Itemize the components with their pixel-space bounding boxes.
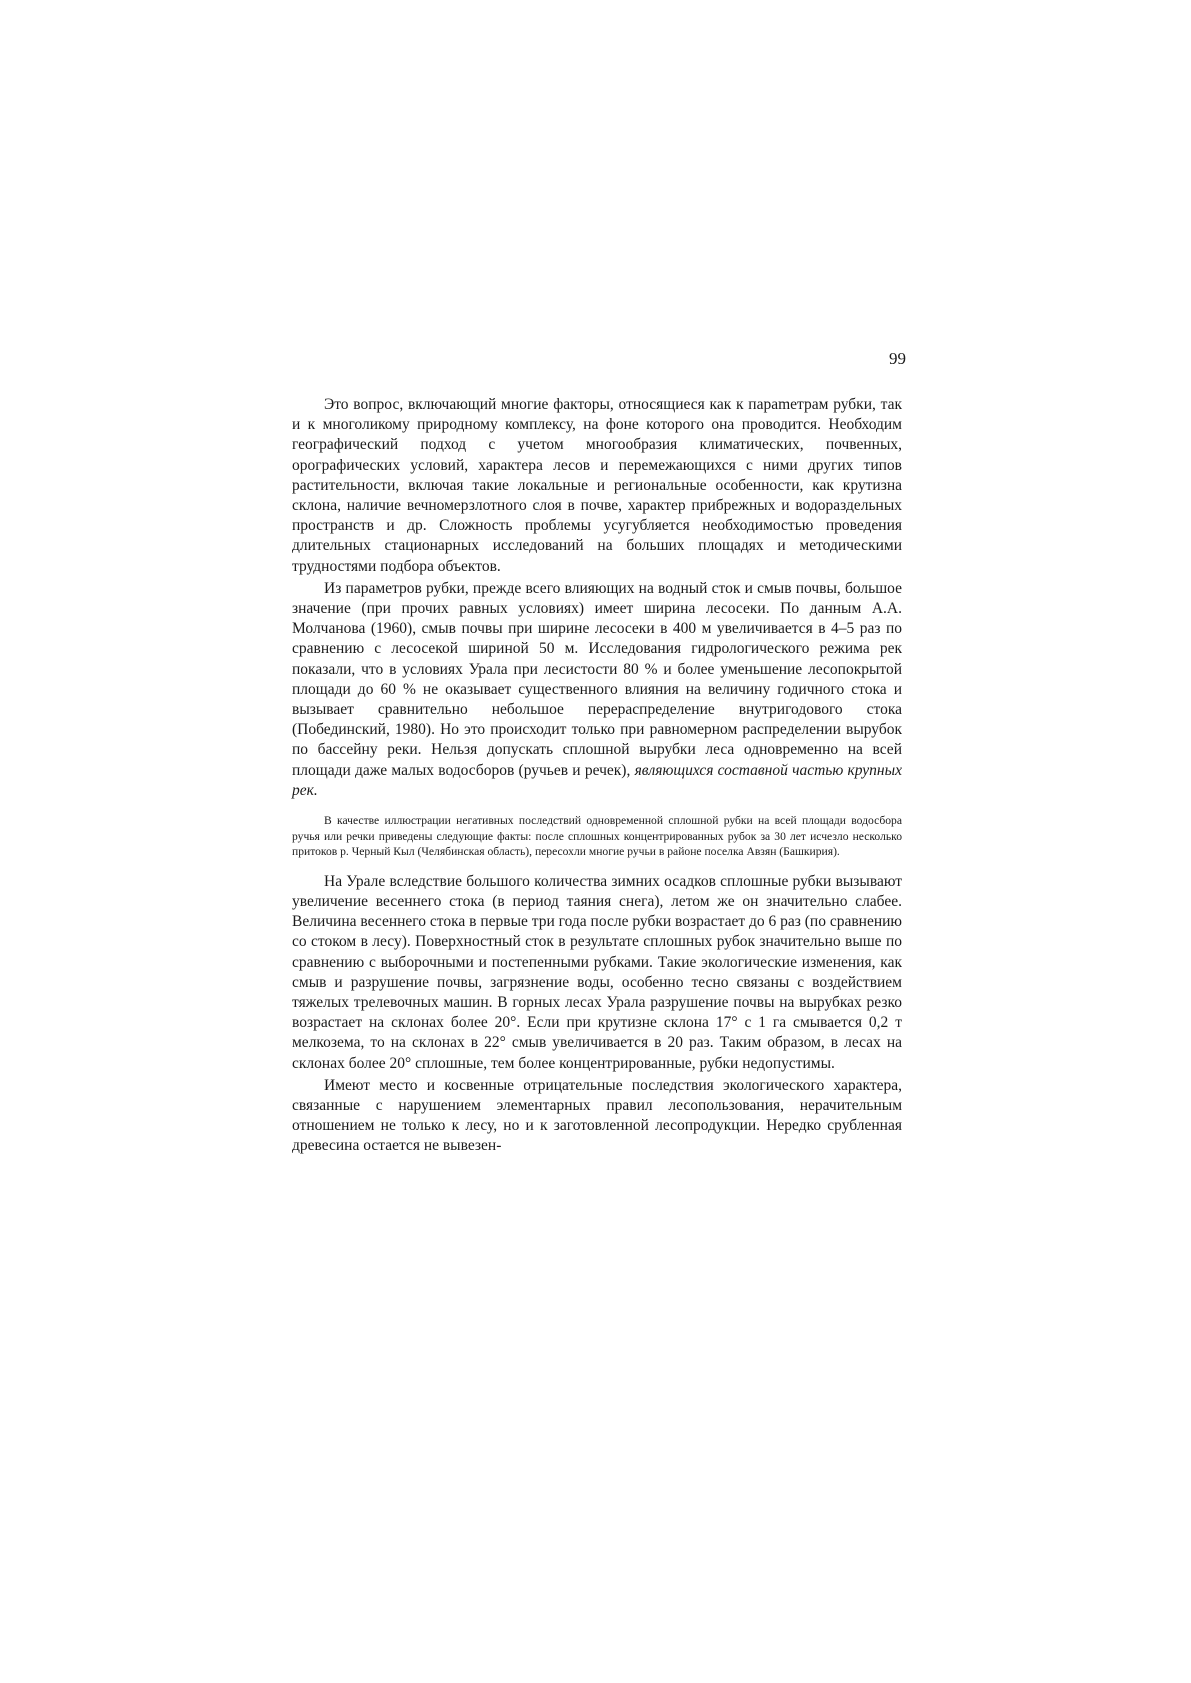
paragraph-3: На Урале вследствие большого количества зимних осадков сплошные рубки вызывают увеличение весеннего стока (в период таяния снега), летом же он значительно слабее. Величина весеннего стока в первые три года после рубки возрастает до 6 раз (по сравнению со стоком в лесу). Поверхностный сток в результате сплошных рубок значительно выше по сравнению с выборочными и постепенными рубками. Такие экологические изменения, как смыв и разрушение почвы, загрязнение воды, особенно тесно связаны с воздействием тяжелых трелевочных машин. В горных лесах Урала разрушение почвы на вырубках резко возрастает на склонах более 20°. Если при крутизне склона 17° с 1 га смывается 0,2 т мелкозема, то на склонах в 22° смыв увеличивается в 20 раз. Таким образом, в лесах на склонах более 20° сплошные, тем более концентрированные, рубки недопустимы. xyxy=(292,872,903,1072)
footnote-illustration: В качестве иллюстрации негативных последствий одновременной сплошной рубки на всей площади водосбора ручья или речки приведены следующие факты: после сплошных концентрированных рубок за 30 лет исчезло несколько притоков р. Черный Кыл (Челябинская область), пересохли многие ручьи в районе поселка Авзян (Башкирия). xyxy=(292,814,902,859)
page-number: 99 xyxy=(889,349,906,368)
page-text xyxy=(292,395,902,1157)
paragraph-4: Имеют место и косвенные отрицательные последствия экологического характера, связанные с нарушением элементарных правил лесопользования, нерачительным отношением не только к лесу, но и к заготовленной лесопродукции. Нередко срубленная древесина остается не вывезен- xyxy=(292,1076,902,1155)
paragraph-1: Это вопрос, включающий многие факторы, относящиеся как к параmетрам рубки, так и к многоликому природному комплексу, на фоне которого она проводится. Необходим географический подход с учетом многообразия климатических, почвенных, орографических условий, характера лесов и перемежающихся с ними других типов растительности, включая такие локальные и региональные особенности, как крутизна склона, наличие вечномерзлотного слоя в почве, характер прибрежных и водораздельных пространств и др. Сложность проблемы усугубляется необходимостью проведения длительных стационарных исследований на больших площадях и методическими трудностями подбора объектов. xyxy=(292,396,902,575)
paragraph-2-emphasis: являющихся составной частью крупных рек. xyxy=(292,761,902,799)
paragraph-2: Из параметров рубки, прежде всего влияющих на водный сток и смыв почвы, большое значение (при прочих равных условиях) имеет ширина лесосеки. По данным А.А. Молчанова (1960), смыв почвы при ширине лесосеки в 400 м увеличивается в 4–5 раз по сравнению с лесосекой шириной 50 м. Исследования гидрологического режима рек показали, что в условиях Урала при лесистости 80 % и более уменьшение лесопокрытой площади до 60 % не оказывает существенного влияния на величину годичного стока и вызывает сравнительно небольшое перераспределение внутригодового стока (Побединский, 1980). Но это происходит только при равномерном распределении вырубок по бассейну реки. Нельзя допускать сплошной вырубки леса одновременно на всей площади даже малых водосборов (ручьев и речек), являющихся составной частью крупных рек. xyxy=(292,579,902,799)
